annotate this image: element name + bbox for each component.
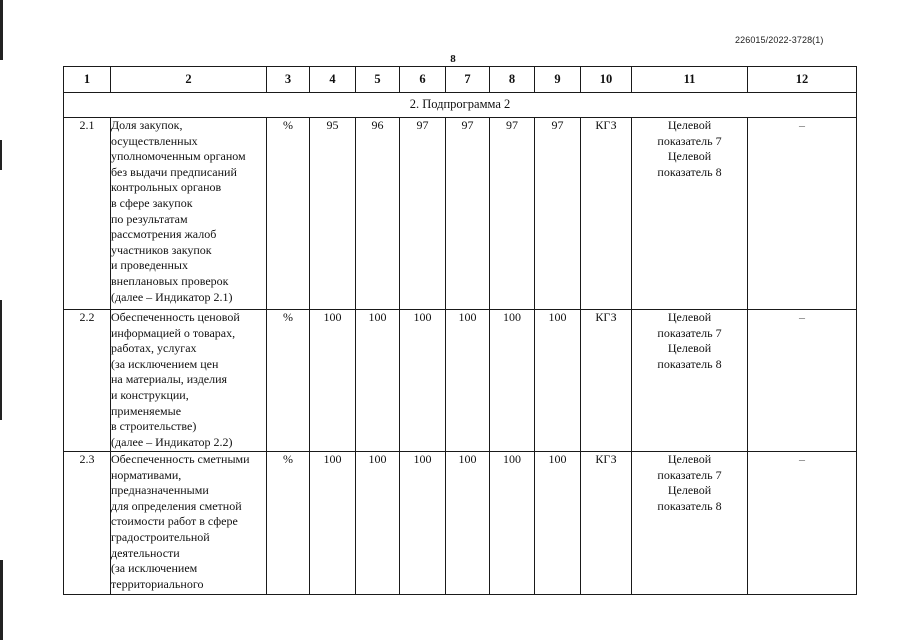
- executor-cell: КГЗ: [581, 310, 632, 452]
- indicator-line: (далее – Индикатор 2.2): [111, 434, 233, 449]
- page-number: 8: [450, 53, 456, 65]
- section-row: [64, 93, 857, 118]
- indicator-line: и проведенных: [111, 258, 188, 273]
- indicator-line: территориального: [111, 576, 204, 591]
- target-line: показатель 8: [657, 498, 722, 513]
- value-cell: 100: [310, 310, 356, 452]
- indicator-line: (за исключением цен: [111, 356, 219, 371]
- header-cell: 10: [581, 67, 632, 93]
- indicator-line: деятельности: [111, 545, 180, 560]
- note-dash: –: [748, 452, 857, 595]
- table-row: [64, 452, 857, 595]
- table-row: [64, 118, 857, 310]
- indicator-line: градостроительной: [111, 529, 210, 544]
- indicator-line: и конструкции,: [111, 387, 189, 402]
- target-line: показатель 7: [657, 325, 722, 340]
- indicator-line: осуществленных: [111, 133, 198, 148]
- target-line: Целевой: [667, 341, 712, 356]
- indicators-table: [63, 66, 857, 595]
- target-line: Целевой: [667, 149, 712, 164]
- indicator-line: предназначенными: [111, 483, 209, 498]
- header-cell: 2: [111, 67, 267, 93]
- value-cell: 100: [310, 452, 356, 595]
- indicator-line: участников закупок: [111, 242, 212, 257]
- scan-edge-mark: [0, 140, 2, 170]
- indicator-line: применяемые: [111, 403, 182, 418]
- value-cell: 96: [356, 118, 400, 310]
- indicator-line: внеплановых проверок: [111, 273, 229, 288]
- header-cell: 12: [748, 67, 857, 93]
- header-cell: 9: [535, 67, 581, 93]
- table-row: [64, 310, 857, 452]
- indicator-name: [111, 310, 267, 452]
- unit-cell: %: [267, 452, 310, 595]
- indicator-line: Обеспеченность сметными: [111, 452, 250, 466]
- indicator-line: (за исключением: [111, 561, 198, 576]
- target-line: Целевой: [667, 118, 712, 132]
- value-cell: 100: [356, 452, 400, 595]
- scan-edge-mark: [0, 560, 3, 640]
- section-title: 2. Подпрограмма 2: [64, 93, 857, 118]
- row-number: 2.2: [64, 310, 111, 452]
- target-line: показатель 8: [657, 164, 722, 179]
- value-cell: 100: [535, 310, 581, 452]
- target-line: Целевой: [667, 483, 712, 498]
- row-number: 2.3: [64, 452, 111, 595]
- indicator-name: [111, 118, 267, 310]
- indicator-line: стоимости работ в сфере: [111, 514, 238, 529]
- unit-cell: %: [267, 310, 310, 452]
- target-line: показатель 7: [657, 467, 722, 482]
- indicator-name: [111, 452, 267, 595]
- indicator-line: по результатам: [111, 211, 188, 226]
- indicator-line: без выдачи предписаний: [111, 164, 237, 179]
- value-cell: 97: [400, 118, 446, 310]
- scan-edge-mark: [0, 300, 2, 420]
- header-cell: 3: [267, 67, 310, 93]
- executor-cell: КГЗ: [581, 452, 632, 595]
- document-id: 226015/2022-3728(1): [735, 35, 824, 45]
- unit-cell: %: [267, 118, 310, 310]
- value-cell: 97: [490, 118, 535, 310]
- indicator-line: уполномоченным органом: [111, 149, 246, 164]
- header-cell: 8: [490, 67, 535, 93]
- value-cell: 100: [490, 452, 535, 595]
- value-cell: 100: [446, 452, 490, 595]
- value-cell: 100: [535, 452, 581, 595]
- header-row: [64, 67, 857, 93]
- header-cell: 4: [310, 67, 356, 93]
- indicator-line: работах, услугах: [111, 341, 197, 356]
- header-cell: 6: [400, 67, 446, 93]
- note-dash: –: [748, 118, 857, 310]
- value-cell: 95: [310, 118, 356, 310]
- indicator-line: в строительстве): [111, 419, 197, 434]
- header-cell: 1: [64, 67, 111, 93]
- value-cell: 100: [400, 310, 446, 452]
- header-cell: 11: [632, 67, 748, 93]
- value-cell: 100: [446, 310, 490, 452]
- indicator-line: нормативами,: [111, 467, 182, 482]
- target-line: Целевой: [667, 310, 712, 324]
- header-cell: 7: [446, 67, 490, 93]
- executor-cell: КГЗ: [581, 118, 632, 310]
- scan-edge-mark: [0, 0, 3, 60]
- note-dash: –: [748, 310, 857, 452]
- indicator-line: (далее – Индикатор 2.1): [111, 289, 233, 304]
- target-indicator: [632, 452, 748, 595]
- row-number: 2.1: [64, 118, 111, 310]
- value-cell: 100: [356, 310, 400, 452]
- indicator-line: Обеспеченность ценовой: [111, 310, 240, 324]
- indicator-line: контрольных органов: [111, 180, 222, 195]
- target-line: Целевой: [667, 452, 712, 466]
- header-cell: 5: [356, 67, 400, 93]
- indicator-line: на материалы, изделия: [111, 372, 228, 387]
- value-cell: 100: [400, 452, 446, 595]
- target-indicator: [632, 118, 748, 310]
- indicator-line: для определения сметной: [111, 498, 242, 513]
- indicator-line: в сфере закупок: [111, 195, 193, 210]
- target-line: показатель 8: [657, 356, 722, 371]
- indicator-line: информацией о товарах,: [111, 325, 236, 340]
- value-cell: 97: [446, 118, 490, 310]
- target-indicator: [632, 310, 748, 452]
- indicator-line: рассмотрения жалоб: [111, 227, 217, 242]
- value-cell: 97: [535, 118, 581, 310]
- indicator-line: Доля закупок,: [111, 118, 183, 132]
- value-cell: 100: [490, 310, 535, 452]
- target-line: показатель 7: [657, 133, 722, 148]
